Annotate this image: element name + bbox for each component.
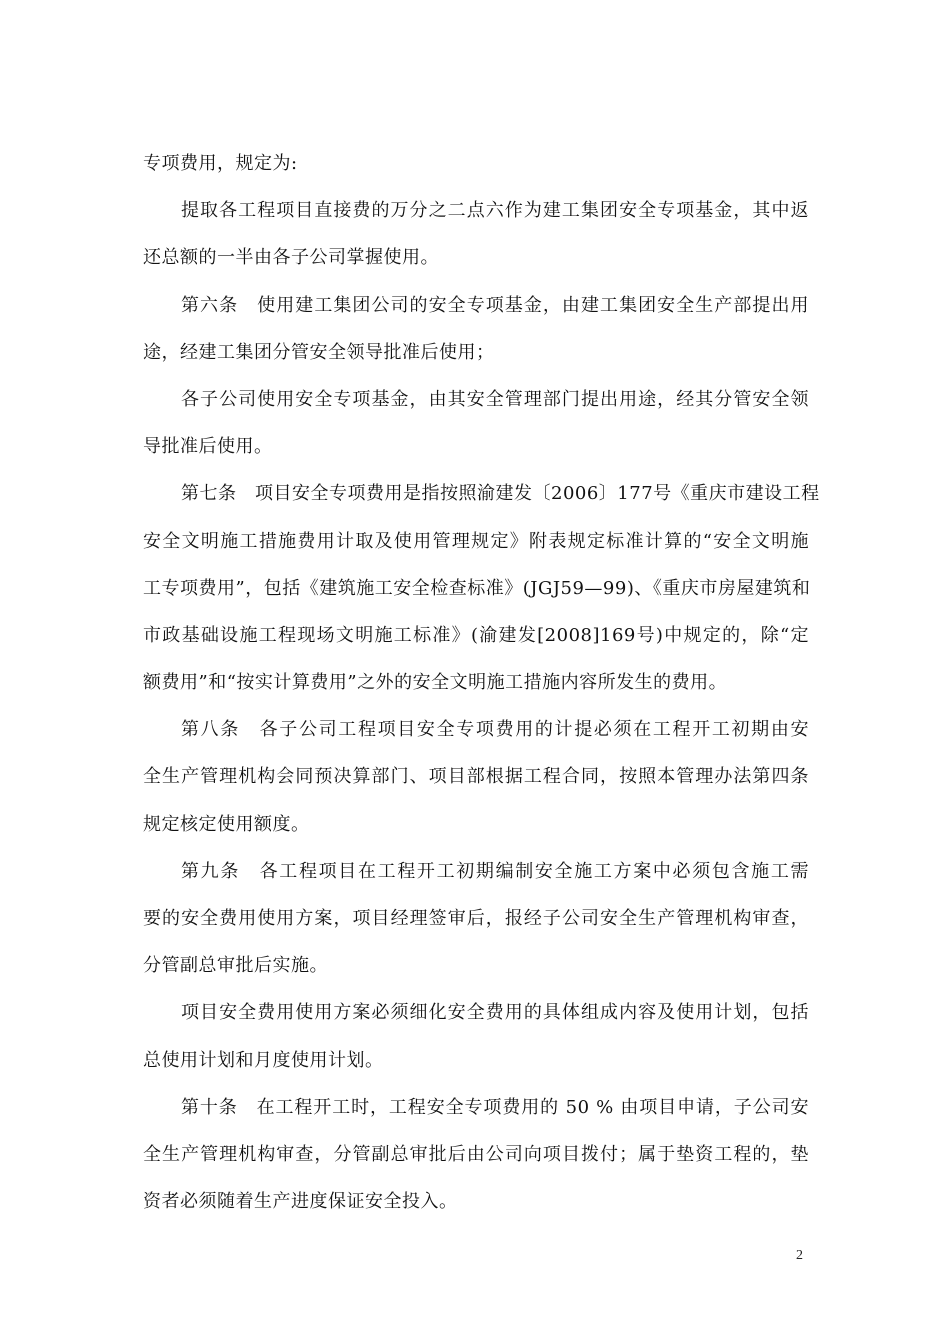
text-line: 各子公司使用安全专项基金，由其安全管理部门提出用途，经其分管安全领 <box>181 388 809 410</box>
text-line: 专项费用，规定为: <box>143 153 298 174</box>
text-line: 第六条 使用建工集团公司的安全专项基金，由建工集团安全生产部提出用 <box>181 294 809 316</box>
text-line: 项目安全费用使用方案必须细化安全费用的具体组成内容及使用计划，包括 <box>181 1002 809 1024</box>
text-line: 第十条 在工程开工时，工程安全专项费用的 50 % 由项目申请，子公司安 <box>181 1096 809 1118</box>
text-line: 工专项费用”，包括《建筑施工安全检查标准》(JGJ59—99)、《重庆市房屋建筑和 <box>143 577 811 599</box>
text-line: 第七条 项目安全专项费用是指按照渝建发〔2006〕177号《重庆市建设工程 <box>181 483 820 505</box>
text-line: 提取各工程项目直接费的万分之二点六作为建工集团安全专项基金，其中返 <box>181 200 809 222</box>
text-line: 还总额的一半由各子公司掌握使用。 <box>143 247 439 269</box>
text-line: 市政基础设施工程现场文明施工标准》(渝建发[2008]169号)中规定的，除“定 <box>143 624 809 646</box>
text-line: 安全文明施工措施费用计取及使用管理规定》附表规定标准计算的“安全文明施 <box>143 530 809 552</box>
text-line: 分管副总审批后实施。 <box>143 955 328 977</box>
document-body <box>143 140 820 1225</box>
text-line: 第九条 各工程项目在工程开工初期编制安全施工方案中必须包含施工需 <box>181 860 809 882</box>
text-line: 资者必须随着生产进度保证安全投入。 <box>143 1191 458 1213</box>
text-line: 额费用”和“按实计算费用”之外的安全文明施工措施内容所发生的费用。 <box>143 672 728 694</box>
text-line: 第八条 各子公司工程项目安全专项费用的计提必须在工程开工初期由安 <box>181 719 809 741</box>
text-line: 全生产管理机构会同预决算部门、项目部根据工程合同，按照本管理办法第四条 <box>143 766 809 788</box>
text-line: 要的安全费用使用方案，项目经理签审后，报经子公司安全生产管理机构审查， <box>143 908 809 929</box>
text-line: 总使用计划和月度使用计划。 <box>143 1049 384 1071</box>
text-line: 导批准后使用。 <box>143 436 273 458</box>
text-line: 全生产管理机构审查，分管副总审批后由公司向项目拨付；属于垫资工程的，垫 <box>143 1143 809 1165</box>
page-number: 2 <box>796 1248 803 1263</box>
text-line: 途，经建工集团分管安全领导批准后使用； <box>143 341 495 363</box>
text-line: 规定核定使用额度。 <box>143 813 310 835</box>
